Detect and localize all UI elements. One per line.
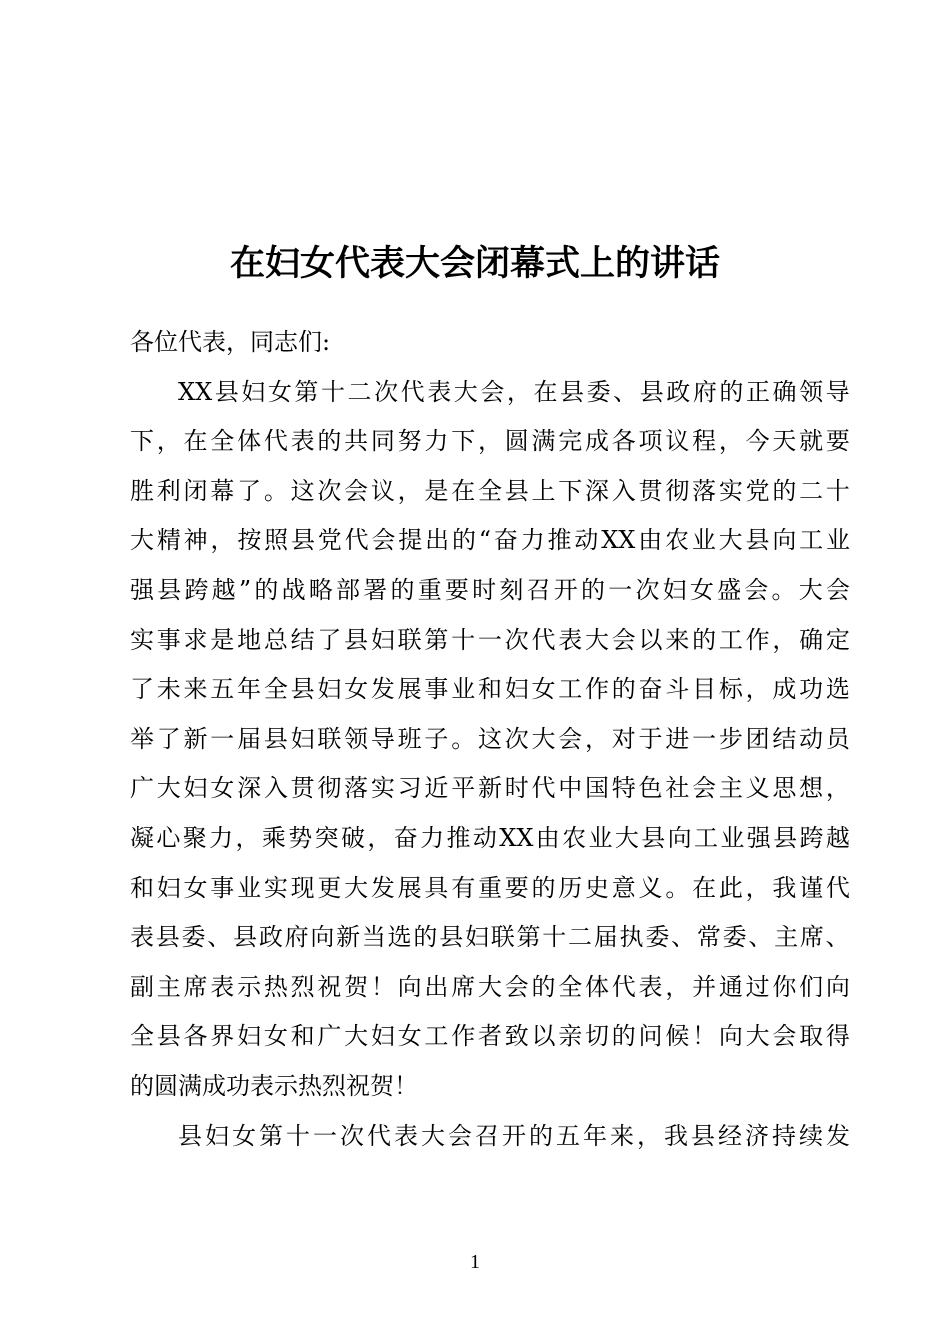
paragraph-line: 下 ， 在 全 体 代 表 的 共 同 努 力 下 ， 圆 满 完 成 各 项 议 程 ， 今 天 就 要 xyxy=(130,427,850,456)
paragraph-line: 实 事 求 是 地 总 结 了 县 妇 联 第 十 一 次 代 表 大 会 以 来 的 工 作 ， 确 定 xyxy=(130,625,850,654)
paragraph-line: 县 妇 女 第 十 一 次 代 表 大 会 召 开 的 五 年 来 ， 我 县 经 济 持 续 发 xyxy=(178,1121,850,1150)
paragraph-line: 全 县 各 界 妇 女 和 广 大 妇 女 工 作 者 致 以 亲 切 的 问 候 ！ 向 大 会 取 得 xyxy=(130,1022,850,1051)
paragraph-line: 广 大 妇 女 深 入 贯 彻 落 实 习 近 平 新 时 代 中 国 特 色 社 会 主 义 思 想 ， xyxy=(130,774,850,803)
paragraph-line: 举 了 新 一 届 县 妇 联 领 导 班 子 。 这 次 大 会 ， 对 于 进 一 步 团 结 动 员 xyxy=(130,724,850,753)
paragraph-line: 的圆满成功表示热烈祝贺！ xyxy=(130,1071,418,1100)
paragraph-line: 凝 心 聚 力 ， 乘 势 突 破 ， 奋 力 推 动 XX 由 农 业 大 县 向 工 业 强 县 跨 越 xyxy=(130,823,850,852)
paragraph-line: 和 妇 女 事 业 实 现 更 大 发 展 具 有 重 要 的 历 史 意 义 。 在 此 ， 我 谨 代 xyxy=(130,873,850,902)
paragraph-line: 副 主 席 表 示 热 烈 祝 贺 ！ 向 出 席 大 会 的 全 体 代 表 ， 并 通 过 你 们 向 xyxy=(130,972,850,1001)
paragraph-line: 了 未 来 五 年 全 县 妇 女 发 展 事 业 和 妇 女 工 作 的 奋 斗 目 标 ， 成 功 选 xyxy=(130,675,850,704)
paragraph-line: 胜 利 闭 幕 了 。 这 次 会 议 ， 是 在 全 县 上 下 深 入 贯 彻 落 实 党 的 二 十 xyxy=(130,476,850,505)
page-number: 1 xyxy=(470,1251,480,1273)
document-title: 在妇女代表大会闭幕式上的讲话 xyxy=(229,243,720,284)
salutation: 各位代表，同志们: xyxy=(130,328,331,356)
paragraph-line: 大 精 神 ， 按 照 县 党 代 会 提 出 的 “ 奋 力 推 动 XX 由 农 业 大 县 向 工 业 xyxy=(130,526,850,555)
paragraph-line: XX 县 妇 女 第 十 二 次 代 表 大 会 ， 在 县 委 、 县 政 府 的 正 确 领 导 xyxy=(178,377,850,406)
document-body xyxy=(130,318,850,1161)
paragraph-line: 表 县 委 、 县 政 府 向 新 当 选 的 县 妇 联 第 十 二 届 执 委 、 常 委 、 主 席 、 xyxy=(130,923,850,952)
paragraph-line: 强 县 跨 越 ” 的 战 略 部 署 的 重 要 时 刻 召 开 的 一 次 妇 女 盛 会 。 大 会 xyxy=(130,575,850,604)
